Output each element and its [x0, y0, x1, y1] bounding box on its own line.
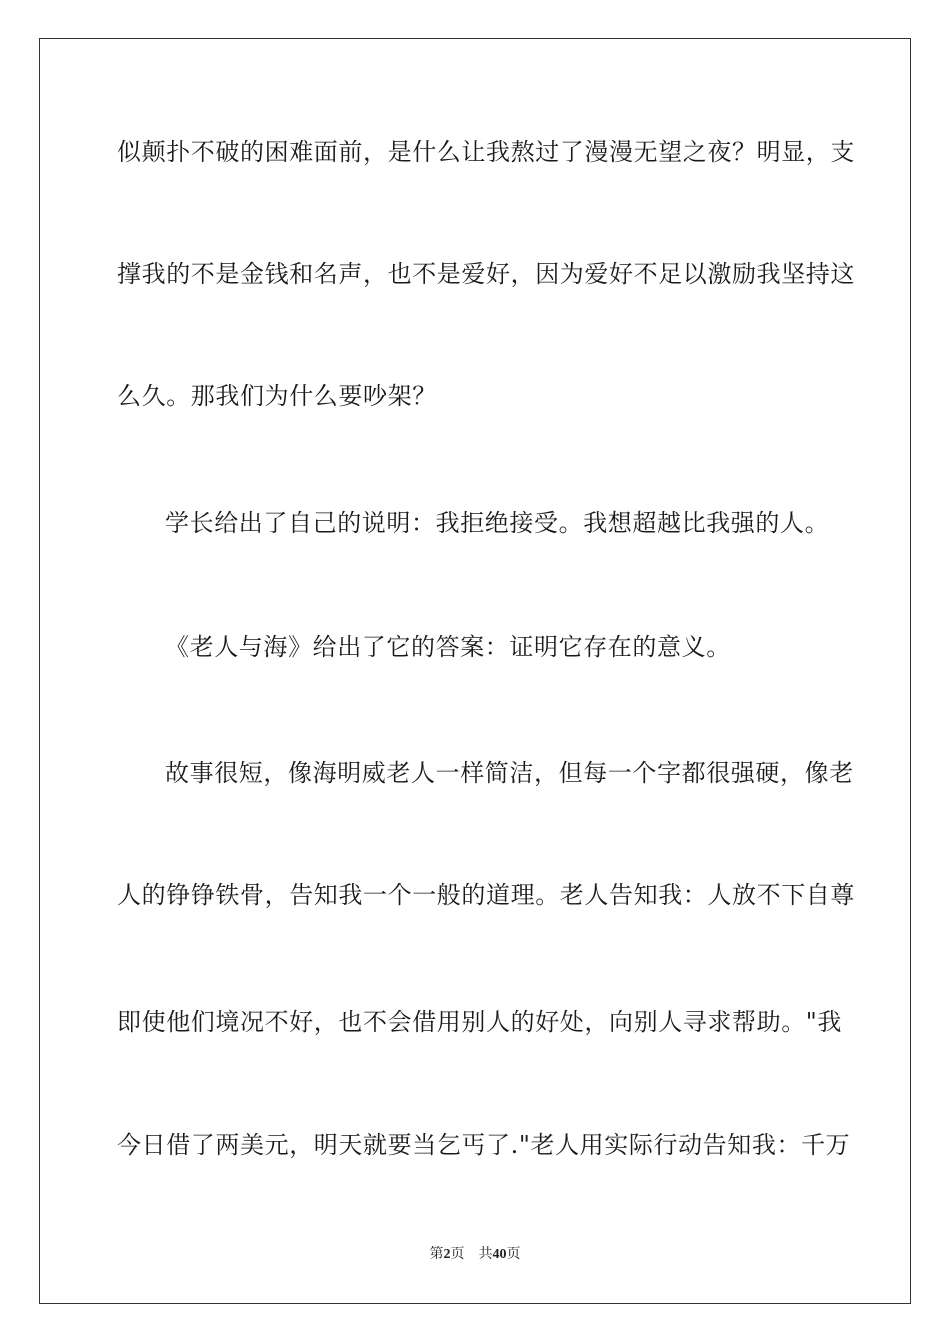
- total-pages: 40: [492, 1247, 507, 1262]
- paragraph-line-6: 故事很短，像海明威老人一样简洁，但每一个字都很强硬，像老: [165, 759, 854, 787]
- page-number: 2: [443, 1247, 451, 1262]
- page-border: [39, 38, 911, 1304]
- paragraph-line-9: 今日借了两美元，明天就要当乞丐了."老人用实际行动告知我：千万: [117, 1131, 851, 1159]
- page-prefix: 第: [429, 1247, 444, 1262]
- paragraph-line-3: 么久。那我们为什么要吵架？: [117, 382, 437, 410]
- total-prefix: 共: [478, 1247, 493, 1262]
- paragraph-line-8: 即使他们境况不好，也不会借用别人的好处，向别人寻求帮助。"我: [117, 1008, 843, 1036]
- page-footer: [0, 1243, 950, 1263]
- page-suffix: 页: [450, 1247, 465, 1262]
- paragraph-line-7: 人的铮铮铁骨，告知我一个一般的道理。老人告知我：人放不下自尊: [117, 881, 855, 909]
- paragraph-line-2: 撑我的不是金钱和名声，也不是爱好，因为爱好不足以激励我坚持这: [117, 260, 855, 288]
- paragraph-line-5: 《老人与海》给出了它的答案：证明它存在的意义。: [165, 633, 731, 661]
- paragraph-line-1: 似颠扑不破的困难面前，是什么让我熬过了漫漫无望之夜？明显，支: [117, 138, 855, 166]
- total-suffix: 页: [506, 1247, 521, 1262]
- paragraph-line-4: 学长给出了自己的说明：我拒绝接受。我想超越比我强的人。: [165, 509, 830, 537]
